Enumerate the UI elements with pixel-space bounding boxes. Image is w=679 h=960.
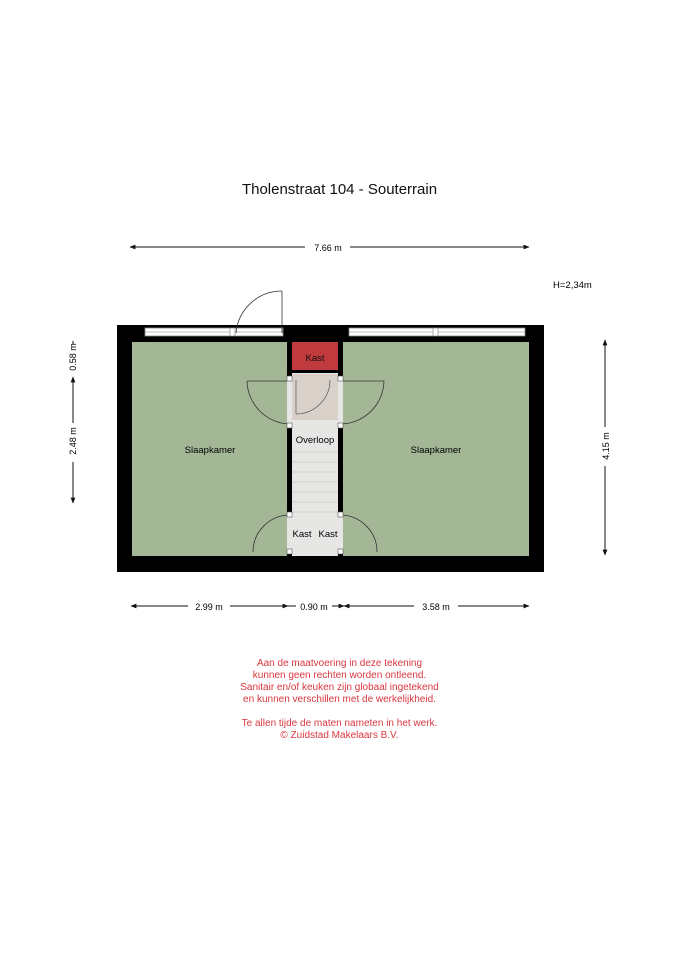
dimension-bottom-middle-label: 0.90 m [300,602,328,612]
window-left [145,328,283,336]
dimension-total-width [130,243,529,253]
dimension-left [68,341,78,503]
room-label-kast-bottom-left: Kast [292,529,312,540]
disclaimer-line-4: en kunnen verschillen met de werkelijkheid. [243,694,436,705]
room-label-slaapkamer-left: Slaapkamer [184,445,236,456]
room-label-kast-bottom-right: Kast [318,529,338,540]
room-label-kast-top: Kast [305,353,325,364]
ceiling-height-label: H=2,34m [553,280,592,291]
dimension-right-label: 4.15 m [601,432,611,460]
dimension-total-width-label: 7.66 m [314,243,342,253]
closet-door-opening-left [287,515,292,552]
dimension-bottom-right-label: 3.58 m [422,602,450,612]
disclaimer-line-5: Te allen tijde de maten nameten in het werk. [241,718,438,729]
dimension-left-main-label: 2.48 m [68,427,78,455]
door-opening-left [287,380,292,424]
disclaimer [0,658,679,742]
disclaimer-line-6: © Zuidstad Makelaars B.V. [280,730,399,741]
dimension-bottom-left-label: 2.99 m [195,602,223,612]
dimension-bottom [131,602,529,612]
room-label-slaapkamer-right: Slaapkamer [410,445,462,456]
closet-door-opening-right [338,515,343,552]
door-opening-right [338,380,343,424]
drawing-title: Tholenstraat 104 - Souterrain [241,181,438,198]
closet-top-wall [292,370,338,373]
disclaimer-line-2: kunnen geen rechten worden ontleend. [252,670,427,681]
disclaimer-line-3: Sanitair en/of keuken zijn globaal ingetekend [240,682,439,693]
room-label-overloop: Overloop [295,435,335,446]
window-right [349,328,525,336]
disclaimer-line-1: Aan de maatvoering in deze tekening [256,658,423,669]
hall-landing [292,374,338,420]
dimension-left-top-label: 0.58 m [68,343,78,371]
dimension-right [601,340,611,555]
